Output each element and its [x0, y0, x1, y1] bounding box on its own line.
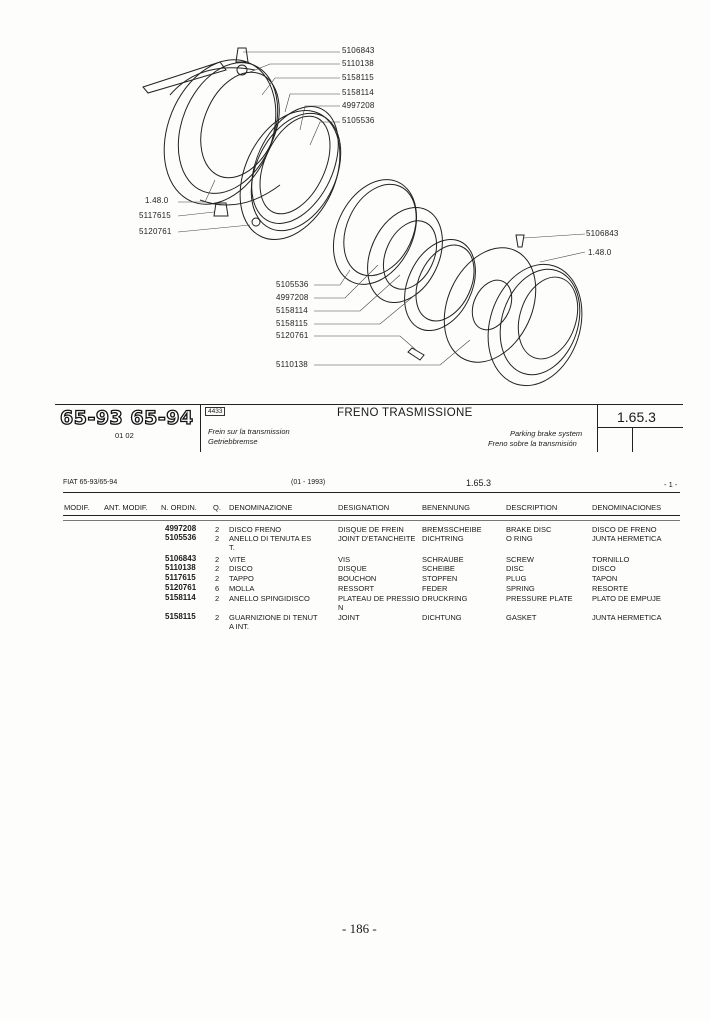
- table-ref: 1.65.3: [466, 478, 492, 488]
- cell-pn: 5105536: [165, 533, 197, 542]
- cell-es: RESORTE: [592, 584, 629, 593]
- cell-de: DICHTRING: [422, 534, 464, 543]
- cell-es: JUNTA HERMETICA: [592, 613, 662, 622]
- cell-de: DRUCKRING: [422, 594, 468, 603]
- cell-q: 2: [215, 574, 220, 583]
- callout-label: 5158114: [276, 306, 308, 315]
- cell-fr: DISQUE: [338, 564, 367, 573]
- cell-es: TAPON: [592, 574, 618, 583]
- subtitle-de: Getriebbremse: [208, 437, 258, 446]
- callout-label: 1.48.0: [588, 248, 612, 257]
- cell-it: ANELLO DI TENUTA ES T.: [229, 534, 312, 553]
- cell-q: 6: [215, 584, 220, 593]
- callout-label: 5110138: [342, 59, 374, 68]
- cell-q: 2: [215, 594, 220, 603]
- callout-label: 4997208: [276, 293, 309, 302]
- cell-fr: RESSORT: [338, 584, 375, 593]
- cell-en: O RING: [506, 534, 533, 543]
- cell-en: GASKET: [506, 613, 537, 622]
- cell-es: JUNTA HERMETICA: [592, 534, 662, 543]
- cell-fr: DISQUE DE FREIN: [338, 525, 404, 534]
- cell-it: GUARNIZIONE DI TENUT A INT.: [229, 613, 318, 632]
- page-marker: - 1 -: [664, 480, 678, 489]
- subtitle-fr: Frein sur la transmission: [208, 427, 290, 436]
- cell-pn: 5110138: [165, 563, 196, 572]
- header-divider: [597, 427, 683, 428]
- page-number: - 186 -: [342, 921, 377, 936]
- cell-de: SCHEIBE: [422, 564, 455, 573]
- cell-pn: 4997208: [165, 524, 197, 533]
- callout-label: 5117615: [139, 211, 171, 220]
- cell-de: FEDER: [422, 584, 448, 593]
- callout-label: 5106843: [342, 46, 375, 55]
- callout-label: 5158115: [342, 73, 374, 82]
- table-rule: [63, 492, 680, 493]
- cell-es: PLATO DE EMPUJE: [592, 594, 661, 603]
- date-info: (01 - 1993): [291, 479, 326, 486]
- cell-fr: BOUCHON: [338, 574, 377, 583]
- cell-q: 2: [215, 555, 220, 564]
- cell-de: BREMSSCHEIBE: [422, 525, 482, 534]
- header-divider: [200, 404, 201, 452]
- col-header-designation: DESIGNATION: [338, 503, 390, 512]
- cell-q: 2: [215, 613, 220, 622]
- cell-en: SPRING: [506, 584, 535, 593]
- cell-fr: PLATEAU DE PRESSIO N: [338, 594, 420, 613]
- model-logo: 65-93 65-94: [60, 407, 194, 429]
- reference-number: 1.65.3: [617, 409, 656, 425]
- cell-pn: 5117615: [165, 573, 196, 582]
- logo-code: 01 02: [115, 431, 134, 440]
- callout-label: 5158115: [276, 319, 308, 328]
- cell-en: BRAKE DISC: [506, 525, 552, 534]
- callout-label: 5120761: [139, 227, 172, 236]
- header-divider: [632, 428, 633, 452]
- cell-it: DISCO FRENO: [229, 525, 282, 534]
- cell-q: 2: [215, 564, 220, 573]
- callout-label: 5105536: [276, 280, 309, 289]
- cell-pn: 5106843: [165, 554, 197, 563]
- cell-es: DISCO: [592, 564, 616, 573]
- cell-fr: VIS: [338, 555, 351, 564]
- header-rule-top: [55, 404, 683, 405]
- cell-es: TORNILLO: [592, 555, 630, 564]
- subtitle-en: Parking brake system: [510, 429, 583, 438]
- cell-fr: JOINT: [338, 613, 360, 622]
- header-divider: [597, 404, 598, 452]
- cell-it: VITE: [229, 555, 246, 564]
- cell-de: DICHTUNG: [422, 613, 462, 622]
- callout-label: 1.48.0: [145, 196, 169, 205]
- cell-pn: 5120761: [165, 583, 197, 592]
- cell-pn: 5158115: [165, 612, 196, 621]
- cell-en: SCREW: [506, 555, 534, 564]
- cell-de: STOPFEN: [422, 574, 458, 583]
- callout-label: 5105536: [342, 116, 375, 125]
- table-rule: [63, 520, 680, 521]
- cell-fr: JOINT D'ETANCHEITE: [338, 534, 416, 543]
- cell-q: 2: [215, 534, 220, 543]
- callout-label: 5110138: [276, 360, 308, 369]
- col-header-denominazione: DENOMINAZIONE: [229, 503, 293, 512]
- box-code: 4433: [205, 407, 225, 416]
- cell-en: PRESSURE PLATE: [506, 594, 573, 603]
- col-header-benennung: BENENNUNG: [422, 503, 470, 512]
- cell-en: DISC: [506, 564, 524, 573]
- cell-pn: 5158114: [165, 593, 196, 602]
- col-header-modif: MODIF.: [64, 503, 90, 512]
- cell-de: SCHRAUBE: [422, 555, 464, 564]
- model-info: FIAT 65-93/65-94: [63, 479, 118, 486]
- callout-label: 5120761: [276, 331, 309, 340]
- col-header-description: DESCRIPTION: [506, 503, 558, 512]
- callout-label: 5158114: [342, 88, 374, 97]
- callout-label: 5106843: [586, 229, 619, 238]
- cell-it: MOLLA: [229, 584, 255, 593]
- col-header-q: Q.: [213, 503, 221, 512]
- col-header-ant-modif: ANT. MODIF.: [104, 503, 148, 512]
- cell-en: PLUG: [506, 574, 527, 583]
- col-header-denominaciones: DENOMINACIONES: [592, 503, 662, 512]
- col-header-n-ordin: N. ORDIN.: [161, 503, 197, 512]
- cell-es: DISCO DE FRENO: [592, 525, 657, 534]
- page-title: FRENO TRASMISSIONE: [337, 407, 473, 419]
- cell-it: ANELLO SPINGIDISCO: [229, 594, 310, 603]
- subtitle-es: Freno sobre la transmisión: [488, 439, 577, 448]
- callout-label: 4997208: [342, 101, 375, 110]
- cell-q: 2: [215, 525, 220, 534]
- cell-it: DISCO: [229, 564, 253, 573]
- cell-it: TAPPO: [229, 574, 254, 583]
- table-rule: [63, 515, 680, 516]
